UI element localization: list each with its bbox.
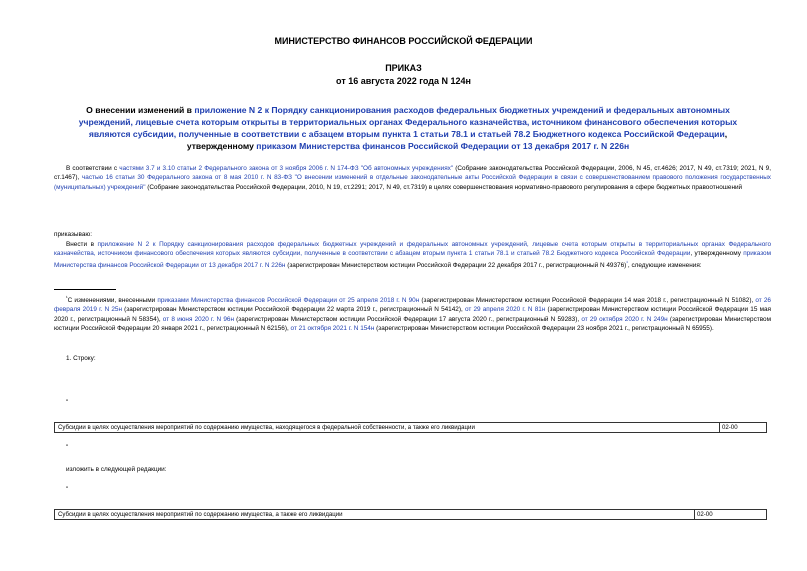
preamble-paragraph <box>54 164 771 192</box>
preamble-text: В соответствии с <box>66 165 120 172</box>
title-text: О внесении изменений в <box>86 105 195 115</box>
row-name-cell: Субсидии в целях осуществления мероприятий по содержанию имущества, а также его ликвидации <box>55 510 695 519</box>
title-link-appendix[interactable]: приложение N 2 к Порядку санкционирования расходов федеральных бюджетных учреждений и федеральных автономных учреждений, лицевые счета которым открыты в территориальных органах Федерального казначейства, источником финансового обеспечения которых являются субсидии, полученные в соответствии с абзацем вторым пункта 1 статьи 78.1 и статьей 78.2 Бюджетного кодекса Российской Федерации <box>78 105 738 139</box>
footnote-text: (зарегистрирован Министерством юстиции Российской Федерации 14 мая 2018 г., регистрационный N 51082), <box>419 297 756 305</box>
amendment-text: Внести в <box>66 241 98 248</box>
title-text: , утвержденному <box>186 129 728 151</box>
footnote-link-249n[interactable]: от 29 октября 2020 г. N 249н <box>581 315 668 323</box>
row-code-cell: 02-00 <box>697 511 713 518</box>
footnote-link-25n[interactable]: от 26 февраля 2019 г. N 25н <box>54 297 771 314</box>
row-code-cell: 02-00 <box>722 424 738 431</box>
document-type: ПРИКАЗ <box>385 63 422 73</box>
footnote-paragraph <box>54 294 771 333</box>
law-link-174fz[interactable]: частями 3.7 и 3.10 статьи 2 Федерального закона от 3 ноября 2006 г. N 174-ФЗ "Об автономных учреждениях" <box>119 165 454 172</box>
order-226n-link[interactable]: приказом Министерства финансов Российской Федерации от 13 декабря 2017 г. N 226н <box>54 250 771 269</box>
amendment-text: , следующие изменения: <box>627 261 702 269</box>
footnote-text: С изменениями, внесенными <box>67 297 158 305</box>
footnote-text: (зарегистрирован Министерством юстиции Российской Федерации 22 марта 2019 г., регистрационный N 54142), <box>122 306 465 314</box>
footnote-mark: ¹ <box>66 295 68 301</box>
footnote-text: (зарегистрирован Министерством юстиции Российской Федерации 17 августа 2020 г., регистрационный N 59283), <box>233 315 582 323</box>
footnote-ref[interactable]: ¹ <box>626 259 628 266</box>
footnote-text: (зарегистрирован Министерством юстиции Российской Федерации 23 ноября 2021 г., регистрационный N 65955). <box>374 325 714 333</box>
footnote-text: (зарегистрирован Министерством юстиции Российской Федерации 15 мая 2020 г., регистрационный N 58354), <box>54 306 771 323</box>
restate-line: изложить в следующей редакции: <box>66 466 167 473</box>
opening-quote: " <box>66 399 69 406</box>
ministry-heading: МИНИСТЕРСТВО ФИНАНСОВ РОССИЙСКОЙ ФЕДЕРАЦИИ <box>274 36 533 46</box>
preamble-text: (Собрание законодательства Российской Федерации, 2010, N 19, ст.2291; 2017, N 49, ст.7319) в целях совершенствования нормативно-правового регулирования в сфере бюджетных правоотношений <box>145 183 743 191</box>
amendment-paragraph <box>54 240 771 270</box>
footnote-link-96n[interactable]: от 8 июня 2020 г. N 96н <box>162 315 234 323</box>
document-date: от 16 августа 2022 года N 124н <box>336 76 471 86</box>
prikazyvayu-line: приказываю: <box>54 231 92 238</box>
item-1-heading: 1. Строку: <box>66 355 96 362</box>
appendix-link[interactable]: приложение N 2 к Порядку санкционирования расходов федеральных бюджетных учреждений и федеральных автономных учреждений, лицевые счета которым открыты в территориальных органах Федерального казначейства, источником финансового обеспечения которых являются субсидии, полученные в соответствии с абзацем вторым пункта 1 статьи 78.1 и статьей 78.2 Бюджетного кодекса Российской Федерации <box>54 241 771 258</box>
row-name-cell: Субсидии в целях осуществления мероприятий по содержанию имущества, находящегося в федеральной собственности, а также его ликвидации <box>55 423 720 432</box>
table-row-original <box>54 422 767 433</box>
footnote-link-90n[interactable]: приказами Министерства финансов Российской Федерации от 25 апреля 2018 г. N 90н <box>157 297 420 305</box>
footnote-divider <box>54 289 116 290</box>
footnote-link-81n[interactable]: от 29 апреля 2020 г. N 81н <box>464 306 546 314</box>
opening-quote: " <box>66 486 69 493</box>
law-link-83fz[interactable]: частью 16 статьи 30 Федерального закона от 8 мая 2010 г. N 83-ФЗ "О внесении изменений в отдельные законодательные акты Российской Федерации в связи с совершенствованием правового положения государственных (муниципальных) учреждений" <box>54 174 771 191</box>
footnote-text: (зарегистрирован Министерством юстиции Российской Федерации 20 января 2021 г., регистрационный N 62156), <box>54 315 771 333</box>
document-title <box>58 104 758 152</box>
preamble-text: (Собрание законодательства Российской Федерации, 2006, N 45, ст.4626; 2017, N 49, ст.7319; 2021, N 9, ст.1467), <box>54 165 771 182</box>
amendment-text: (зарегистрирован Министерством юстиции Российской Федерации 22 декабря 2017 г., регистрационный N 49376) <box>285 261 627 269</box>
closing-quote: " <box>66 444 69 451</box>
footnote-link-154n[interactable]: от 21 октября 2021 г. N 154н <box>290 325 375 333</box>
title-link-order[interactable]: приказом Министерства финансов Российской Федерации от 13 декабря 2017 г. N 226н <box>256 141 630 151</box>
table-row-new <box>54 509 767 520</box>
amendment-text: , утвержденному <box>690 250 744 258</box>
